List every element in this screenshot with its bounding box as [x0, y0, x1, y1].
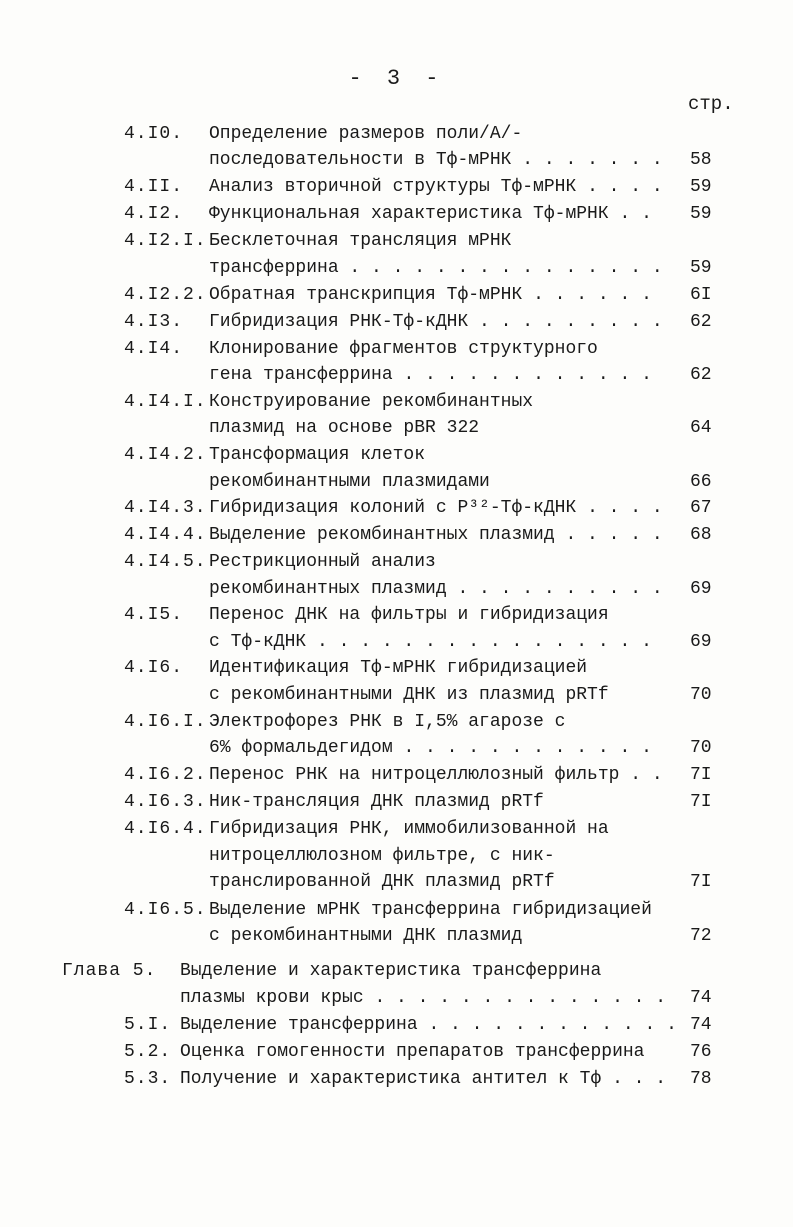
toc-entry [124, 789, 724, 816]
entry-number: 4.II. [124, 177, 184, 197]
toc-entry [124, 869, 724, 896]
toc-entry [124, 1066, 734, 1093]
entry-title: Бесклеточная трансляция мРНК [209, 231, 512, 251]
toc-entry [124, 362, 724, 389]
entry-page: 6I [690, 285, 712, 305]
toc-entry [124, 495, 724, 522]
entry-title: Рестрикционный анализ [209, 552, 436, 572]
toc-entry [124, 415, 724, 442]
entry-title: Определение размеров поли/А/- [209, 124, 523, 144]
entry-number: 4.I6.2. [124, 765, 207, 785]
entry-title: Ник-трансляция ДНК плазмид pRTf [209, 792, 544, 812]
entry-number: 4.I6.5. [124, 900, 207, 920]
entry-page: 74 [690, 988, 712, 1008]
chapter-entry [62, 958, 732, 985]
entry-number: 4.I6.4. [124, 819, 207, 839]
entry-title: с рекомбинантными ДНК плазмид [209, 926, 523, 946]
entry-title: Выделение и характеристика трансферрина [180, 961, 602, 981]
entry-number: 5.2. [124, 1042, 172, 1062]
entry-number: 4.I4.5. [124, 552, 207, 572]
entry-page: 78 [690, 1069, 712, 1089]
entry-title: рекомбинантными плазмидами [209, 472, 490, 492]
entry-page: 68 [690, 525, 712, 545]
entry-page: 69 [690, 579, 712, 599]
toc-entry [124, 309, 724, 336]
entry-title: Получение и характеристика антител к Тф . . . [180, 1066, 670, 1093]
entry-title: Гибридизация РНК, иммобилизованной на [209, 819, 609, 839]
entry-title: гена трансферрина . . . [209, 362, 664, 389]
entry-number: 5.I. [124, 1015, 172, 1035]
entry-page: 7I [690, 765, 712, 785]
toc-entry [124, 762, 724, 789]
entry-title: с рекомбинантными ДНК из плазмид pRTf [209, 685, 609, 705]
entry-page: 7I [690, 792, 712, 812]
entry-number: 4.I6.I. [124, 712, 207, 732]
entry-title: с Тф-кДНК . . . [209, 629, 664, 656]
toc-entry [124, 576, 724, 603]
entry-title: 6% формальдегидом . . . [209, 735, 664, 762]
toc-entry [124, 282, 724, 309]
entry-number: 4.I4.I. [124, 392, 207, 412]
chapter-number: Глава 5. [62, 961, 157, 981]
entry-number: 4.I4.4. [124, 525, 207, 545]
entry-number: 4.I4.3. [124, 498, 207, 518]
entry-title: Электрофорез РНК в I,5% агарозе с [209, 712, 566, 732]
entry-title: Перенос ДНК на фильтры и гибридизация [209, 605, 609, 625]
entry-number: 4.I2. [124, 204, 184, 224]
toc-entry [124, 549, 724, 576]
entry-title: Выделение мРНК трансферрина гибридизацией [209, 900, 652, 920]
toc-entry [124, 709, 724, 736]
entry-page: 72 [690, 926, 712, 946]
toc-entry [124, 843, 724, 870]
page-number: - 3 - [348, 66, 445, 91]
entry-page: 59 [690, 258, 712, 278]
entry-title: Клонирование фрагментов структурного [209, 339, 598, 359]
toc-entry [124, 1012, 734, 1039]
entry-number: 4.I5. [124, 605, 184, 625]
pages-column-header: стр. [688, 93, 734, 115]
entry-page: 67 [690, 498, 712, 518]
entry-title: плазмы крови крыс . . . [180, 985, 680, 1012]
entry-title: нитроцеллюлозном фильтре, с ник- [209, 846, 555, 866]
toc-entry [124, 682, 724, 709]
toc-entry [124, 735, 724, 762]
entry-page: 62 [690, 365, 712, 385]
toc-entry [124, 336, 724, 363]
entry-title: рекомбинантных плазмид . . . [209, 576, 664, 603]
toc-entry [124, 147, 724, 174]
entry-page: 66 [690, 472, 712, 492]
entry-number: 4.I6. [124, 658, 184, 678]
entry-number: 4.I0. [124, 124, 184, 144]
entry-page: 74 [690, 1015, 712, 1035]
toc-entry [124, 174, 724, 201]
entry-title: Обратная транскрипция Тф-мРНК . . . [209, 282, 664, 309]
entry-title: Перенос РНК на нитроцеллюлозный фильтр . . . [209, 762, 664, 789]
entry-page: 70 [690, 685, 712, 705]
entry-number: 4.I4.2. [124, 445, 207, 465]
toc-entry [124, 255, 724, 282]
entry-number: 4.I3. [124, 312, 184, 332]
entry-title: Функциональная характеристика Тф-мРНК . . . [209, 201, 664, 228]
toc-entry [124, 469, 724, 496]
entry-title: Конструирование рекомбинантных [209, 392, 534, 412]
entry-title: Идентификация Тф-мРНК гибридизацией [209, 658, 588, 678]
entry-number: 4.I6.3. [124, 792, 207, 812]
entry-title: транслированной ДНК плазмид pRTf [209, 872, 555, 892]
toc-entry [124, 389, 724, 416]
toc-entry [124, 121, 724, 148]
entry-page: 58 [690, 150, 712, 170]
entry-title: последовательности в Тф-мРНК . . . [209, 147, 664, 174]
entry-page: 64 [690, 418, 712, 438]
toc-entry [124, 1039, 734, 1066]
chapter-entry [62, 985, 732, 1012]
toc-entry [124, 201, 724, 228]
entry-page: 70 [690, 738, 712, 758]
entry-title: Гибридизация колоний с P³²-Тф-кДНК . . . [209, 495, 664, 522]
toc-entry [124, 602, 724, 629]
entry-title: Выделение рекомбинантных плазмид . . . [209, 522, 664, 549]
toc-entry [124, 655, 724, 682]
entry-title: Гибридизация РНК-Тф-кДНК . . . [209, 309, 664, 336]
entry-page: 62 [690, 312, 712, 332]
toc-entry [124, 897, 724, 924]
entry-number: 4.I4. [124, 339, 184, 359]
entry-page: 69 [690, 632, 712, 652]
entry-number: 4.I2.I. [124, 231, 207, 251]
entry-title: Анализ вторичной структуры Тф-мРНК . . . [209, 174, 664, 201]
entry-number: 5.3. [124, 1069, 172, 1089]
toc-entry [124, 442, 724, 469]
entry-page: 76 [690, 1042, 712, 1062]
entry-page: 7I [690, 872, 712, 892]
entry-title: трансферрина . . . [209, 255, 664, 282]
entry-title: Трансформация клеток [209, 445, 426, 465]
toc-entry [124, 228, 724, 255]
entry-page: 59 [690, 204, 712, 224]
entry-title: Оценка гомогенности препаратов трансферрина [180, 1042, 645, 1062]
toc-entry [124, 629, 724, 656]
entry-title: плазмид на основе pBR 322 [209, 418, 480, 438]
toc-entry [124, 816, 724, 843]
entry-number: 4.I2.2. [124, 285, 207, 305]
entry-page: 59 [690, 177, 712, 197]
entry-title: Выделение трансферрина . . . [180, 1012, 685, 1039]
toc-entry [124, 923, 724, 950]
toc-entry [124, 522, 724, 549]
